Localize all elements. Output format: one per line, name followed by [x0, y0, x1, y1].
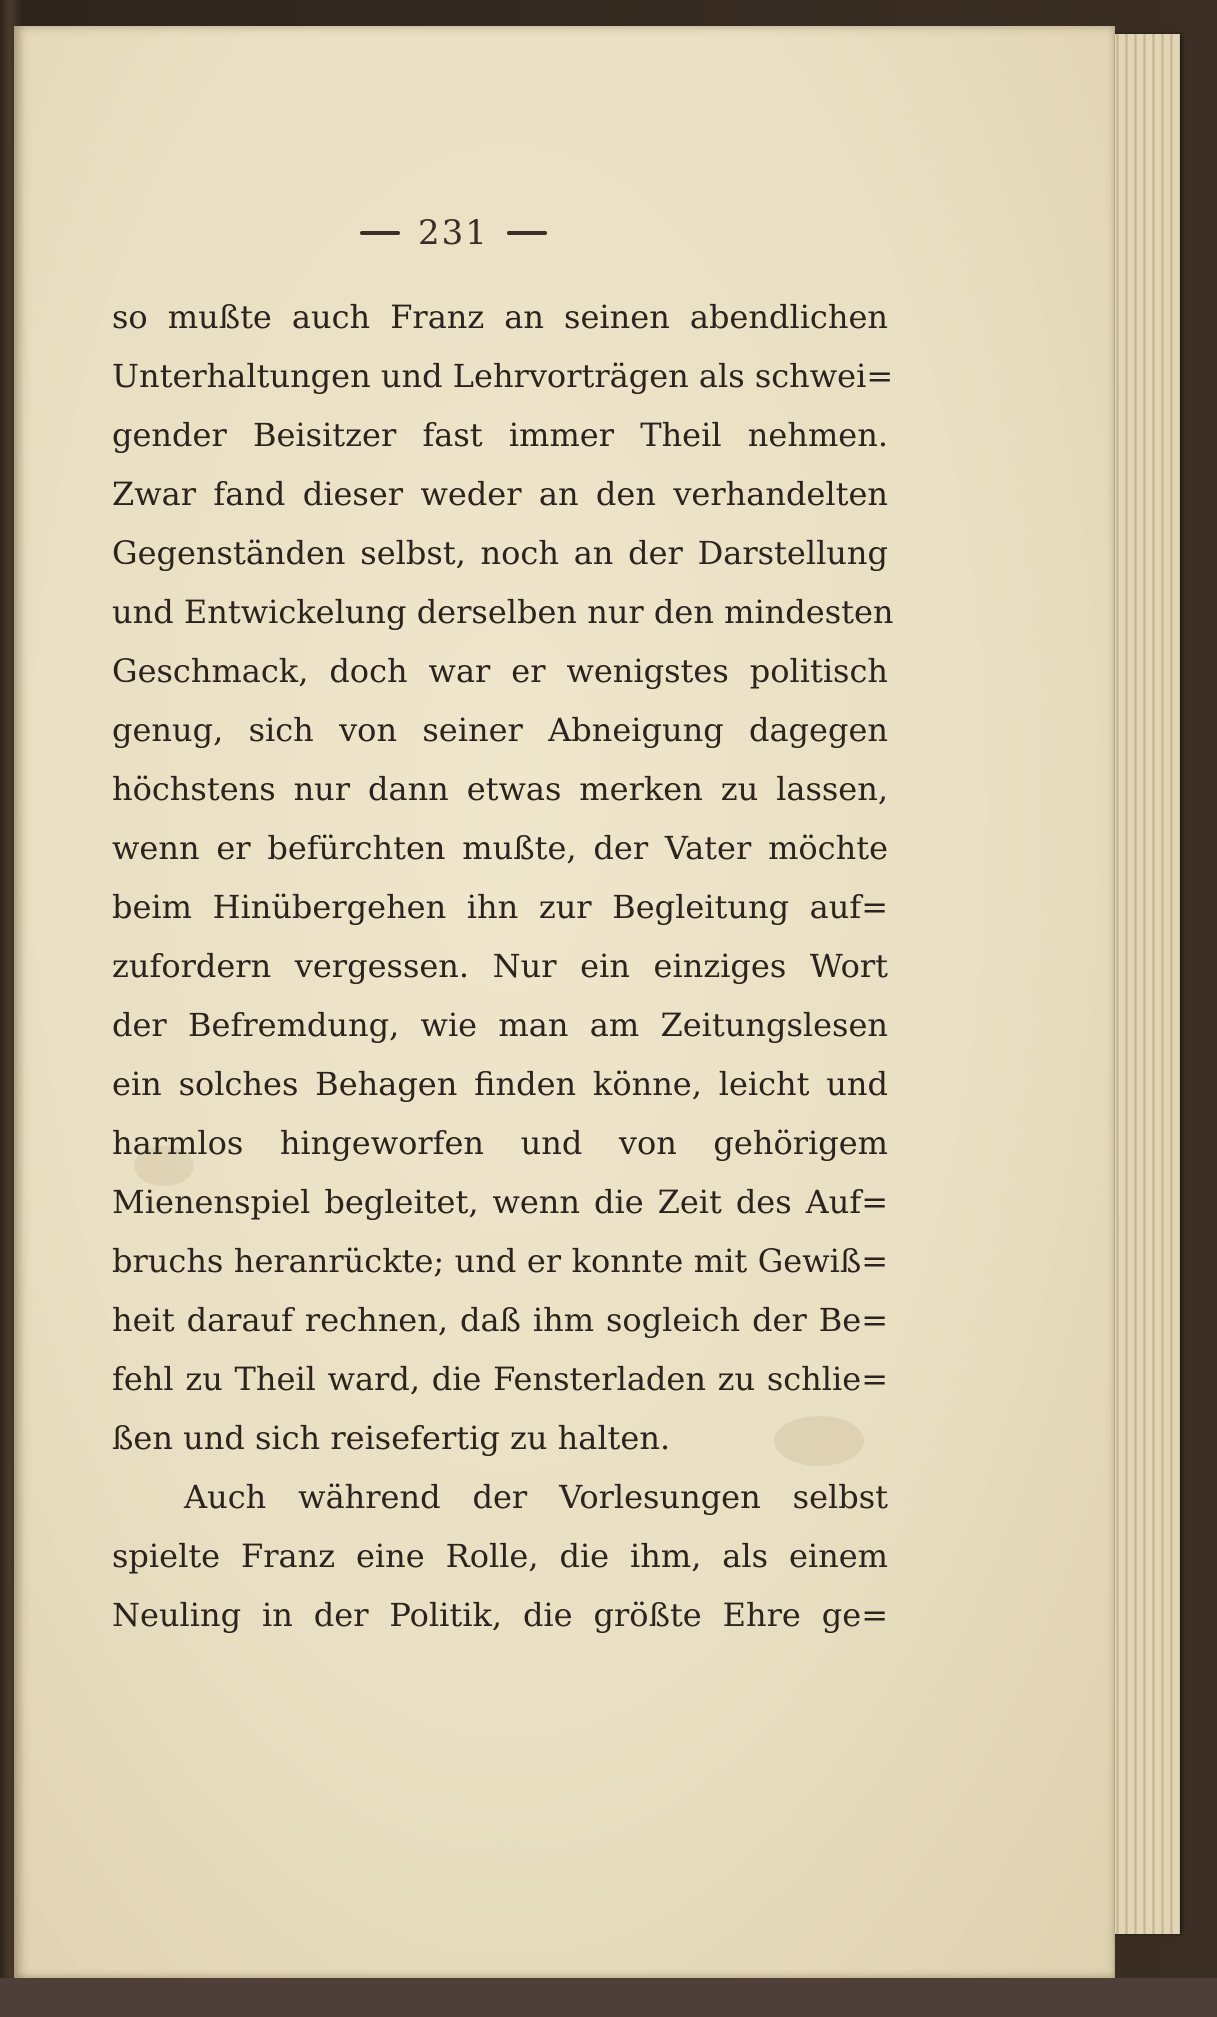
page-edges [1110, 34, 1180, 1934]
text-line: Gegenständen selbst, noch an der Darstellung [112, 534, 888, 572]
header-rule-left [360, 231, 400, 235]
text-line: gender Beisitzer fast immer Theil nehmen. [112, 416, 888, 454]
page-number: 231 [418, 213, 489, 253]
text-line: Auch während der Vorlesungen selbst [184, 1478, 888, 1516]
text-line: Neuling in der Politik, die größte Ehre ge= [112, 1596, 888, 1634]
text-line: zufordern vergessen. Nur ein einziges Wort [112, 947, 888, 985]
text-line: und Entwickelung derselben nur den mindesten [112, 593, 894, 631]
header-rule-right [507, 231, 547, 235]
text-line: fehl zu Theil ward, die Fensterladen zu schlie= [112, 1360, 888, 1398]
text-line: ein solches Behagen finden könne, leicht und [112, 1065, 888, 1103]
text-line: heit darauf rechnen, daß ihm sogleich der Be= [112, 1301, 888, 1339]
text-line: wenn er befürchten mußte, der Vater möchte [112, 829, 888, 867]
text-line: beim Hinübergehen ihn zur Begleitung auf= [112, 888, 888, 926]
page-header [360, 213, 600, 253]
text-line: Mienenspiel begleitet, wenn die Zeit des Auf= [112, 1183, 888, 1221]
text-line: der Befremdung, wie man am Zeitungslesen [112, 1006, 888, 1044]
text-line: genug, sich von seiner Abneigung dagegen [112, 711, 888, 749]
text-line: spielte Franz eine Rolle, die ihm, als einem [112, 1537, 888, 1575]
text-line: Unterhaltungen und Lehrvorträgen als schwei= [112, 357, 894, 395]
text-line: Geschmack, doch war er wenigstes politisch [112, 652, 888, 690]
text-line: höchstens nur dann etwas merken zu lassen, [112, 770, 888, 808]
body-text [112, 288, 894, 1645]
text-line: bruchs heranrückte; und er konnte mit Gewiß= [112, 1242, 888, 1280]
text-line: Zwar fand dieser weder an den verhandelten [112, 475, 888, 513]
text-line: so mußte auch Franz an seinen abendlichen [112, 298, 888, 336]
book-cover-edge [0, 1978, 1217, 2017]
text-line: ßen und sich reisefertig zu halten. [112, 1419, 671, 1457]
text-line: harmlos hingeworfen und von gehörigem [112, 1124, 888, 1162]
